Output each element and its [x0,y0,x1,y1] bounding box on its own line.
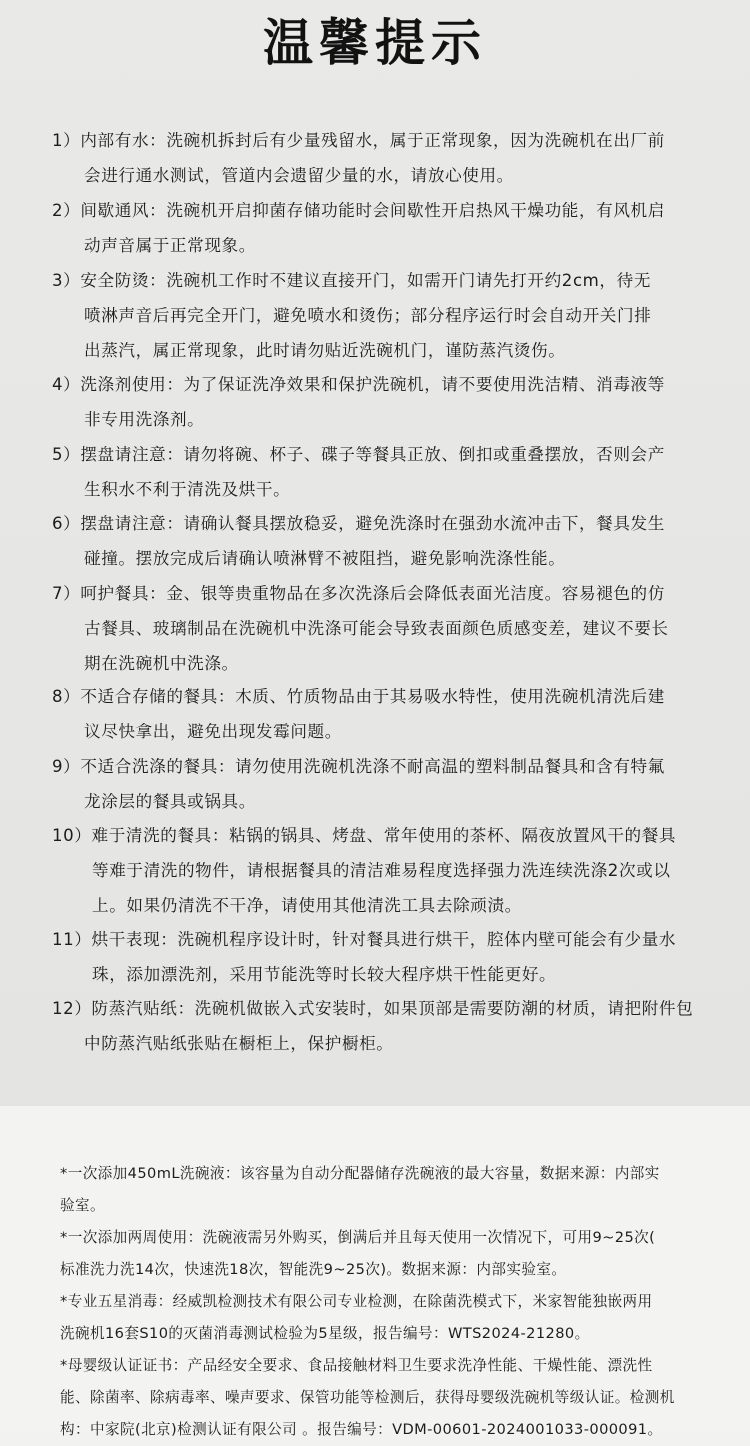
tip-text: 难于清洗的餐具：粘锅的锅具、烤盘、常年使用的茶杯、隔夜放置风干的餐具 [91,826,677,845]
footnote-line: *一次添加两周使用：洗碗液需另外购买，倒满后并且每天使用一次情况下，可用9~25次( [60,1229,656,1246]
footnote-line: 标准洗力洗14次，快速洗18次，智能洗9~25次)。数据来源：内部实验室。 [60,1261,567,1278]
tip-item [52,506,722,576]
tip-text: 不适合洗涤的餐具：请勿使用洗碗机洗涤不耐高温的塑料制品餐具和含有特氟 [80,757,665,776]
tip-number: 9） [52,757,81,776]
tip-text-cont: 生积水不利于清洗及烘干。 [84,480,291,499]
tip-text: 摆盘请注意：请确认餐具摆放稳妥，避免洗涤时在强劲水流冲击下，餐具发生 [80,514,665,533]
tip-text-cont: 动声音属于正常现象。 [84,236,256,255]
footnote-line: *一次添加450mL洗碗液：该容量为自动分配器储存洗碗液的最大容量，数据来源：内部实 [60,1165,660,1182]
tip-text: 防蒸汽贴纸：洗碗机做嵌入式安装时，如果顶部是需要防潮的材质，请把附件包 [91,999,694,1018]
tip-text-cont: 议尽快拿出，避免出现发霉问题。 [84,722,342,741]
footnote [60,1222,710,1286]
tip-text: 不适合存储的餐具：木质、竹质物品由于其易吸水特性，使用洗碗机清洗后建 [80,687,665,706]
footnote-line: 验室。 [60,1197,105,1214]
tip-number: 10） [52,826,92,845]
tip-number: 3） [52,271,81,290]
tip-number: 11） [52,930,92,949]
tip-text-cont: 期在洗碗机中洗涤。 [84,654,239,673]
tip-text-cont: 碰撞。摆放完成后请确认喷淋臂不被阻挡，避免影响洗涤性能。 [84,549,566,568]
tip-number: 1） [52,131,81,150]
footnote [60,1350,710,1446]
tip-text: 安全防烫：洗碗机工作时不建议直接开门，如需开门请先打开约2cm，待无 [80,271,652,290]
tip-text: 间歇通风：洗碗机开启抑菌存储功能时会间歇性开启热风干燥功能，有风机启 [80,201,665,220]
tip-item [52,679,722,749]
tip-item [52,193,722,263]
tip-text-cont: 喷淋声音后再完全开门，避免喷水和烫伤；部分程序运行时会自动开关门排 [84,306,652,325]
tip-item [52,749,722,819]
tip-text-cont: 上。如果仍清洗不干净，请使用其他清洗工具去除顽渍。 [92,896,522,915]
footnote-line: *母婴级认证证书：产品经安全要求、食品接触材料卫生要求洗净性能、干燥性能、漂洗性 [60,1357,653,1374]
tip-number: 7） [52,584,81,603]
tip-text-cont: 中防蒸汽贴纸张贴在橱柜上，保护橱柜。 [84,1034,394,1053]
tip-number: 5） [52,445,81,464]
tip-item [52,123,722,193]
tip-text-cont: 会进行通水测试，管道内会遗留少量的水，请放心使用。 [84,166,514,185]
tip-number: 2） [52,201,81,220]
tip-item [52,818,722,923]
tip-item [52,263,722,368]
tip-number: 4） [52,375,81,394]
tip-item [52,437,722,507]
tip-text: 洗涤剂使用：为了保证洗净效果和保护洗碗机，请不要使用洗洁精、消毒液等 [80,375,665,394]
footnote-line: 洗碗机16套S10的灭菌消毒测试检验为5星级，报告编号：WTS2024-21280。 [60,1325,590,1342]
tip-number: 6） [52,514,81,533]
footnote [60,1286,710,1350]
footnote-line: 能、除菌率、除病毒率、噪声要求、保管功能等检测后，获得母婴级洗碗机等级认证。检测机 [60,1389,675,1406]
tip-text: 内部有水：洗碗机拆封后有少量残留水，属于正常现象，因为洗碗机在出厂前 [80,131,665,150]
tip-text-cont: 非专用洗涤剂。 [84,410,205,429]
tip-number: 12） [52,999,92,1018]
page-title: 温馨提示 [263,14,487,72]
footnote-line: 构：中家院(北京)检测认证有限公司 。报告编号：VDM-00601-2024001033-000091。 [60,1421,663,1438]
tip-text-cont: 龙涂层的餐具或锅具。 [84,792,256,811]
tip-number: 8） [52,687,81,706]
tip-item [52,576,722,681]
tip-text-cont: 出蒸汽，属正常现象，此时请勿贴近洗碗机门，谨防蒸汽烫伤。 [84,341,566,360]
tip-text: 摆盘请注意：请勿将碗、杯子、碟子等餐具正放、倒扣或重叠摆放，否则会产 [80,445,665,464]
tip-text: 烘干表现：洗碗机程序设计时，针对餐具进行烘干，腔体内壁可能会有少量水 [91,930,677,949]
footnote [60,1158,710,1222]
tip-text-cont: 珠，添加漂洗剂，采用节能洗等时长较大程序烘干性能更好。 [92,965,557,984]
tip-item [52,367,722,437]
tip-text-cont: 等难于清洗的物件，请根据餐具的清洁难易程度选择强力洗连续洗涤2次或以 [92,861,671,880]
tip-item [52,991,732,1061]
tip-text-cont: 古餐具、玻璃制品在洗碗机中洗涤可能会导致表面颜色质感变差，建议不要长 [84,619,669,638]
tip-text: 呵护餐具：金、银等贵重物品在多次洗涤后会降低表面光洁度。容易褪色的仿 [80,584,665,603]
tip-item [52,922,722,992]
footnote-line: *专业五星消毒：经威凯检测技术有限公司专业检测，在除菌洗模式下，米家智能独嵌两用 [60,1293,653,1310]
